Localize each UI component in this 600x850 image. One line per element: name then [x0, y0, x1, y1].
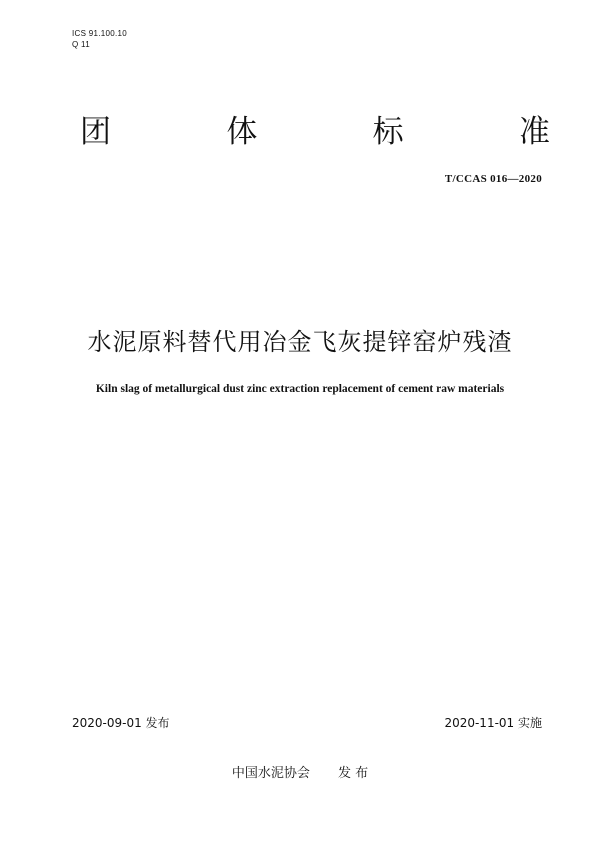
issuer-action: 发 布 [337, 766, 369, 781]
ics-classification: ICS 91.100.10 [72, 29, 128, 38]
implement-date: 2020-11-01 实施 [444, 716, 542, 730]
standard-type-char: 准 [518, 114, 550, 150]
publish-date: 2020-09-01 发布 [72, 716, 170, 730]
standard-type-heading [80, 112, 550, 152]
document-title-chinese: 水泥原料替代用冶金飞灰提锌窑炉残渣 [87, 328, 513, 356]
standard-type-char: 体 [226, 114, 258, 150]
standard-type-char: 团 [80, 114, 111, 150]
issuer-line [0, 766, 600, 782]
document-title-english: Kiln slag of metallurgical dust zinc extraction replacement of cement raw materials [95, 383, 505, 395]
ccs-classification: Q 11 [72, 40, 90, 49]
issuer-organization: 中国水泥协会 [231, 766, 310, 781]
standard-code: T/CCAS 016—2020 [444, 173, 542, 185]
standard-type-char: 标 [372, 114, 404, 150]
